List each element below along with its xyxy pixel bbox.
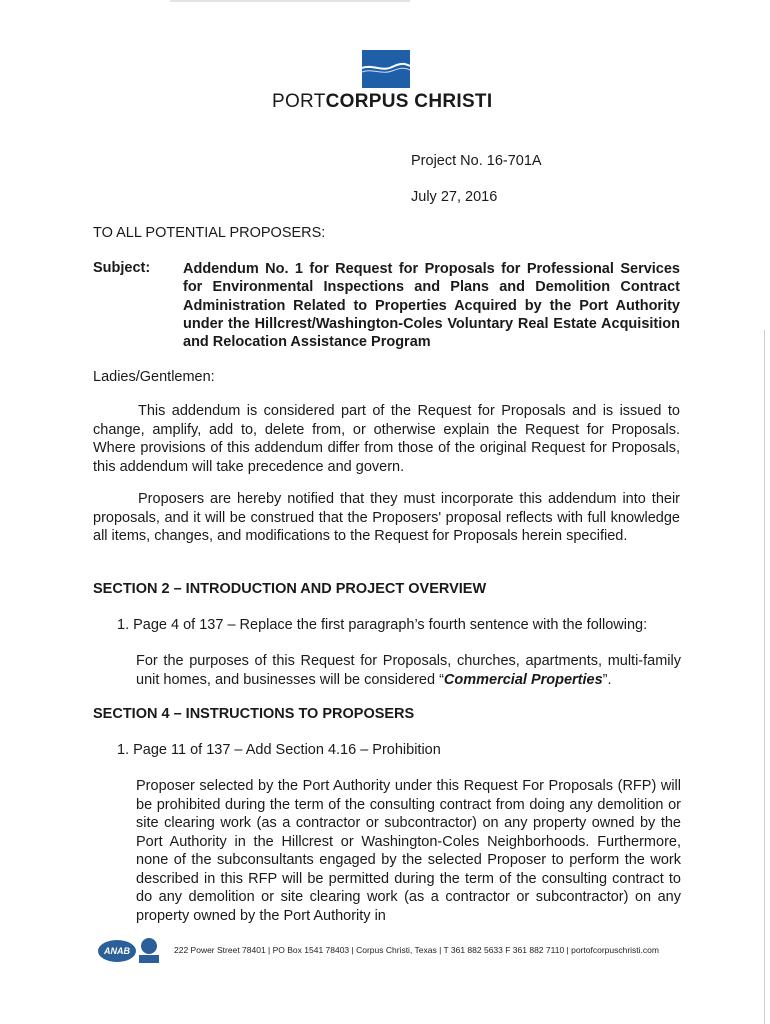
- section-4-body: Proposer selected by the Port Authority under this Request For Proposals (RFP) will be prohibited during the term of the consulting contract from doing any demolition or site clearing work (as a contractor or subcontractor) on any property owned by the Port Authority in the Hillcrest or Washington-Coles Neighborhoods. Furthermore, none of the subconsultants engaged by the selected Proposer to perform the work described in this RFP will be permitted during the term of the consulting contract to do any demolition or site clearing work (as a contractor or subcontractor) on any property owned by the Port Authority in: [136, 778, 681, 924]
- letterhead-footer: [98, 938, 698, 964]
- iso-badge-circle: [141, 938, 157, 954]
- footer-address: 222 Power Street 78401 | PO Box 1541 78403 | Corpus Christi, Texas | T 361 882 5633 F 361 882 7110 | portofcorpuschristi.com: [174, 945, 659, 955]
- wordmark-bold: CORPUS CHRISTI: [325, 91, 493, 112]
- project-number: Project No. 16-701A: [411, 153, 542, 169]
- section-2-heading: SECTION 2 – INTRODUCTION AND PROJECT OVERVIEW: [93, 581, 487, 597]
- section-2-body-emphasis: Commercial Properties: [443, 671, 603, 688]
- subject-text: Addendum No. 1 for Request for Proposals for Professional Services for Environmental Inspections and Plans and Demolition Contract Administration Related to Properties Acquired by the Port Authority under the Hillcrest/Washington-Coles Voluntary Real Estate Acquisition and Relocation Assistance Program: [183, 261, 680, 351]
- section-4-item-1: 1. Page 11 of 137 – Add Section 4.16 – Prohibition: [117, 742, 441, 758]
- addressee: TO ALL POTENTIAL PROPOSERS:: [93, 225, 326, 241]
- iso-badge-bar: [139, 955, 159, 963]
- paragraph-2: Proposers are hereby notified that they must incorporate this addendum into their proposals, and it will be construed that the Proposers' proposal reflects with full knowledge all items, changes, and modifications to the Request for Proposals herein specified.: [93, 491, 680, 544]
- section-2-item-1: 1. Page 4 of 137 – Replace the first paragraph’s fourth sentence with the following:: [117, 617, 648, 633]
- iso-badge-icon: [139, 938, 159, 964]
- section-4-heading: SECTION 4 – INSTRUCTIONS TO PROPOSERS: [93, 706, 415, 722]
- letter-date: July 27, 2016: [411, 189, 498, 205]
- scan-artifact: [170, 0, 410, 2]
- anab-badge-icon: ANAB: [98, 940, 136, 962]
- wordmark-thin: PORT: [272, 91, 326, 112]
- paragraph-1: This addendum is considered part of the Request for Proposals and is issued to change, amplify, add to, delete from, or otherwise explain the Request for Proposals. Where provisions of this addendum differ from those of the original Request for Proposals, this addendum will take precedence and govern.: [93, 403, 680, 475]
- subject-label: Subject:: [93, 260, 151, 276]
- greeting: Ladies/Gentlemen:: [93, 369, 215, 385]
- port-logo-icon: [362, 50, 410, 88]
- section-2-body: [136, 652, 681, 689]
- letterhead-wordmark: [272, 91, 492, 113]
- page-edge-divider: [764, 330, 765, 1024]
- section-2-body-post: ”.: [602, 671, 612, 688]
- section-2-body-pre: For the purposes of this Request for Proposals, churches, apartments, multi-family unit homes, and businesses will be considered “: [136, 653, 681, 688]
